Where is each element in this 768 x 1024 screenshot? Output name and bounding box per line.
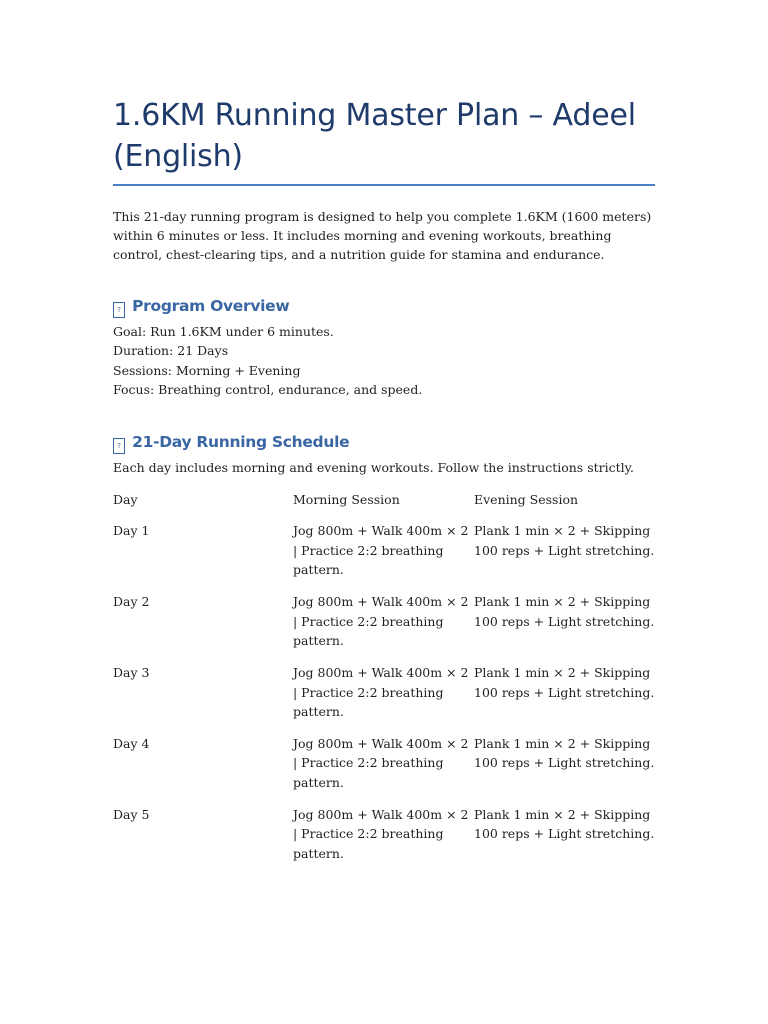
column-header-day: Day <box>113 492 138 508</box>
day-cell: Day 5 <box>113 807 150 823</box>
program-overview-heading-text: Program Overview <box>132 297 290 315</box>
evening-session-cell: Plank 1 min × 2 + Skipping 100 reps + Light stretching. <box>474 665 655 700</box>
missing-glyph-icon: ? <box>113 302 125 318</box>
intro-paragraph: This 21-day running program is designed to help you complete 1.6KM (1600 meters) within 6 minutes or less. It includes morning and evening workouts, breathing control, chest-clearing tips, and a nutrition guide for stamina and endurance. <box>113 209 652 262</box>
morning-session-cell: Jog 800m + Walk 400m × 2 | Practice 2:2 breathing pattern. <box>293 665 469 719</box>
schedule-row <box>113 521 655 579</box>
morning-session-cell: Jog 800m + Walk 400m × 2 | Practice 2:2 breathing pattern. <box>293 807 469 861</box>
schedule-row <box>113 592 655 650</box>
schedule-row <box>113 805 655 863</box>
morning-session-cell: Jog 800m + Walk 400m × 2 | Practice 2:2 breathing pattern. <box>293 736 469 790</box>
column-header-evening: Evening Session <box>474 492 579 508</box>
document-page <box>113 95 655 876</box>
schedule-heading <box>113 432 655 454</box>
evening-session-cell: Plank 1 min × 2 + Skipping 100 reps + Light stretching. <box>474 736 655 771</box>
column-header-morning: Morning Session <box>293 492 400 508</box>
overview-line-duration: Duration: 21 Days <box>113 343 229 359</box>
evening-session-cell: Plank 1 min × 2 + Skipping 100 reps + Light stretching. <box>474 523 655 558</box>
morning-session-cell: Jog 800m + Walk 400m × 2 | Practice 2:2 breathing pattern. <box>293 523 469 578</box>
day-cell: Day 3 <box>113 665 150 681</box>
program-overview-list <box>113 322 655 399</box>
schedule-row <box>113 734 655 792</box>
day-cell: Day 4 <box>113 736 150 752</box>
schedule-header-row <box>113 490 655 509</box>
schedule-table <box>113 490 655 863</box>
document-title: 1.6KM Running Master Plan – Adeel (English) <box>113 95 655 186</box>
schedule-intro: Each day includes morning and evening workouts. Follow the instructions strictly. <box>113 460 635 476</box>
program-overview-heading <box>113 296 655 318</box>
evening-session-cell: Plank 1 min × 2 + Skipping 100 reps + Light stretching. <box>474 807 655 842</box>
morning-session-cell: Jog 800m + Walk 400m × 2 | Practice 2:2 breathing pattern. <box>293 594 469 648</box>
day-cell: Day 2 <box>113 594 150 610</box>
schedule-row <box>113 663 655 721</box>
missing-glyph-icon: ? <box>113 438 125 454</box>
evening-session-cell: Plank 1 min × 2 + Skipping 100 reps + Light stretching. <box>474 594 655 629</box>
overview-line-goal: Goal: Run 1.6KM under 6 minutes. <box>113 324 334 339</box>
day-cell: Day 1 <box>113 523 150 539</box>
overview-line-sessions: Sessions: Morning + Evening <box>113 362 301 378</box>
overview-line-focus: Focus: Breathing control, endurance, and speed. <box>113 381 423 397</box>
schedule-heading-text: 21-Day Running Schedule <box>132 433 350 452</box>
